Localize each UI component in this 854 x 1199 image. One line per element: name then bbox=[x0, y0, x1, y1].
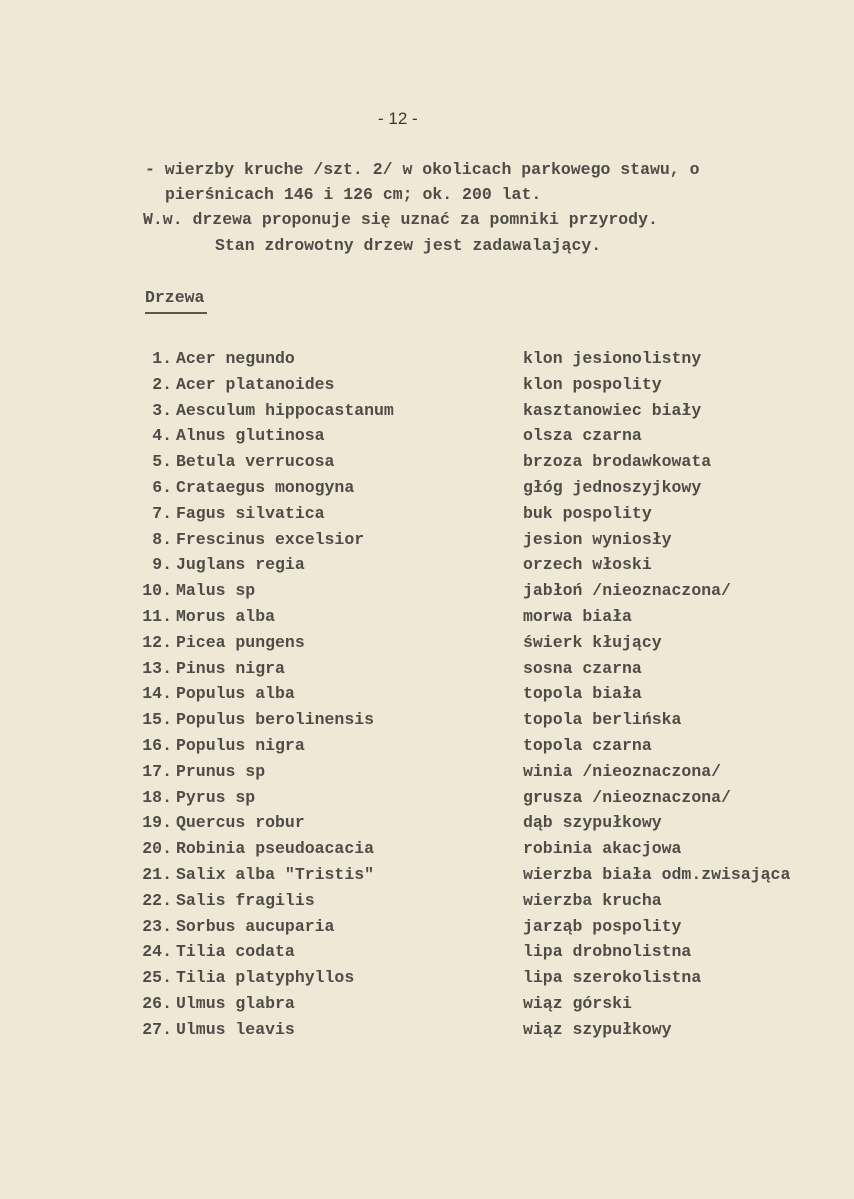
tree-latin-name: Sorbus aucuparia bbox=[176, 916, 335, 936]
tree-row bbox=[0, 452, 854, 472]
tree-latin-name: Tilia platyphyllos bbox=[176, 968, 355, 988]
tree-polish-name: topola berlińska bbox=[523, 710, 682, 730]
tree-number: 24. bbox=[142, 942, 172, 962]
tree-number: 15. bbox=[142, 710, 172, 730]
section-title-underline bbox=[145, 312, 207, 314]
tree-number: 5. bbox=[152, 452, 172, 472]
tree-latin-name: Fagus silvatica bbox=[176, 503, 325, 523]
tree-latin-name: Aesculum hippocastanum bbox=[176, 400, 394, 420]
tree-latin-name: Morus alba bbox=[176, 607, 276, 626]
tree-polish-name: dąb szypułkowy bbox=[523, 813, 662, 833]
tree-polish-name: olsza czarna bbox=[523, 426, 642, 446]
paragraph-line-1: - wierzby kruche /szt. 2/ w okolicach parkowego stawu, o bbox=[145, 160, 700, 179]
tree-latin-name: Quercus robur bbox=[176, 813, 305, 833]
tree-number: 6. bbox=[152, 478, 172, 497]
tree-number: 4. bbox=[152, 426, 172, 446]
tree-polish-name: wierzba biała odm.zwisająca bbox=[523, 865, 791, 884]
tree-polish-name: klon pospolity bbox=[523, 374, 662, 394]
tree-row bbox=[0, 530, 854, 550]
tree-number: 21. bbox=[142, 865, 172, 884]
tree-latin-name: Juglans regia bbox=[176, 555, 305, 575]
tree-number: 12. bbox=[142, 632, 172, 652]
paragraph-line-3: W.w. drzewa proponuje się uznać za pomniki przyrody. bbox=[143, 210, 658, 229]
tree-polish-name: wiąz górski bbox=[523, 994, 632, 1013]
tree-number: 22. bbox=[142, 890, 172, 910]
tree-polish-name: jesion wyniosły bbox=[523, 529, 672, 549]
tree-number: 18. bbox=[142, 787, 172, 807]
tree-row bbox=[0, 426, 854, 446]
tree-polish-name: wiąz szypułkowy bbox=[523, 1019, 672, 1039]
tree-polish-name: topola biała bbox=[523, 684, 642, 704]
tree-row bbox=[0, 968, 854, 988]
tree-row bbox=[0, 994, 854, 1014]
tree-row bbox=[0, 813, 854, 833]
tree-latin-name: Frescinus excelsior bbox=[176, 529, 365, 549]
tree-polish-name: świerk kłujący bbox=[523, 632, 662, 652]
tree-latin-name: Populus nigra bbox=[176, 736, 305, 755]
tree-number: 3. bbox=[152, 400, 172, 420]
tree-row bbox=[0, 891, 854, 911]
tree-latin-name: Salix alba "Tristis" bbox=[176, 865, 375, 884]
tree-number: 16. bbox=[142, 736, 172, 755]
section-title: Drzewa bbox=[145, 288, 205, 307]
tree-number: 8. bbox=[152, 529, 172, 549]
tree-number: 27. bbox=[142, 1019, 172, 1039]
tree-row bbox=[0, 581, 854, 601]
tree-latin-name: Acer negundo bbox=[176, 349, 295, 368]
tree-latin-name: Pinus nigra bbox=[176, 658, 285, 678]
tree-latin-name: Crataegus monogyna bbox=[176, 478, 355, 497]
tree-row bbox=[0, 659, 854, 679]
tree-polish-name: buk pospolity bbox=[523, 503, 652, 523]
tree-row bbox=[0, 555, 854, 575]
tree-polish-name: winia /nieoznaczona/ bbox=[523, 761, 722, 781]
paragraph-line-4: Stan zdrowotny drzew jest zadawalający. bbox=[215, 236, 602, 255]
tree-latin-name: Prunus sp bbox=[176, 761, 266, 781]
tree-latin-name: Populus berolinensis bbox=[176, 710, 375, 730]
tree-polish-name: sosna czarna bbox=[523, 658, 642, 678]
tree-row bbox=[0, 736, 854, 756]
tree-polish-name: morwa biała bbox=[523, 607, 632, 626]
tree-polish-name: lipa drobnolistna bbox=[523, 942, 692, 962]
tree-number: 19. bbox=[142, 813, 172, 833]
tree-row bbox=[0, 684, 854, 704]
tree-polish-name: lipa szerokolistna bbox=[523, 968, 702, 988]
tree-latin-name: Acer platanoides bbox=[176, 374, 335, 394]
tree-number: 13. bbox=[142, 658, 172, 678]
tree-number: 26. bbox=[142, 994, 172, 1013]
tree-number: 10. bbox=[142, 581, 172, 601]
tree-number: 11. bbox=[142, 607, 172, 626]
tree-polish-name: wierzba krucha bbox=[523, 890, 662, 910]
tree-polish-name: orzech włoski bbox=[523, 555, 652, 575]
tree-polish-name: kasztanowiec biały bbox=[523, 400, 702, 420]
tree-number: 20. bbox=[142, 839, 172, 859]
tree-number: 2. bbox=[152, 374, 172, 394]
tree-latin-name: Salis fragilis bbox=[176, 890, 315, 910]
tree-row bbox=[0, 865, 854, 885]
tree-latin-name: Tilia codata bbox=[176, 942, 295, 962]
tree-polish-name: jarząb pospolity bbox=[523, 916, 682, 936]
tree-polish-name: jabłoń /nieoznaczona/ bbox=[523, 581, 731, 601]
paragraph-line-2: pierśnicach 146 i 126 cm; ok. 200 lat. bbox=[165, 185, 542, 204]
tree-row bbox=[0, 478, 854, 498]
tree-row bbox=[0, 1020, 854, 1040]
tree-row bbox=[0, 375, 854, 395]
tree-number: 9. bbox=[152, 555, 172, 575]
tree-latin-name: Populus alba bbox=[176, 684, 295, 704]
tree-row bbox=[0, 607, 854, 627]
tree-row bbox=[0, 788, 854, 808]
tree-polish-name: grusza /nieoznaczona/ bbox=[523, 787, 731, 807]
tree-number: 7. bbox=[152, 503, 172, 523]
tree-row bbox=[0, 710, 854, 730]
tree-latin-name: Robinia pseudoacacia bbox=[176, 839, 375, 859]
tree-latin-name: Picea pungens bbox=[176, 632, 305, 652]
tree-latin-name: Alnus glutinosa bbox=[176, 426, 325, 446]
tree-latin-name: Malus sp bbox=[176, 581, 256, 601]
tree-polish-name: robinia akacjowa bbox=[523, 839, 682, 859]
tree-row bbox=[0, 401, 854, 421]
tree-row bbox=[0, 633, 854, 653]
tree-latin-name: Ulmus leavis bbox=[176, 1019, 295, 1039]
tree-row bbox=[0, 762, 854, 782]
page-number: - 12 - bbox=[378, 109, 418, 128]
tree-row bbox=[0, 504, 854, 524]
tree-row bbox=[0, 942, 854, 962]
tree-number: 23. bbox=[142, 916, 172, 936]
tree-row bbox=[0, 349, 854, 369]
tree-row bbox=[0, 917, 854, 937]
tree-polish-name: klon jesionolistny bbox=[523, 349, 702, 368]
tree-number: 14. bbox=[142, 684, 172, 704]
tree-latin-name: Ulmus glabra bbox=[176, 994, 295, 1013]
tree-latin-name: Betula verrucosa bbox=[176, 452, 335, 472]
tree-row bbox=[0, 839, 854, 859]
tree-polish-name: głóg jednoszyjkowy bbox=[523, 478, 702, 497]
tree-number: 17. bbox=[142, 761, 172, 781]
tree-number: 25. bbox=[142, 968, 172, 988]
tree-number: 1. bbox=[152, 349, 172, 368]
tree-latin-name: Pyrus sp bbox=[176, 787, 256, 807]
tree-polish-name: topola czarna bbox=[523, 736, 652, 755]
tree-polish-name: brzoza brodawkowata bbox=[523, 452, 712, 472]
